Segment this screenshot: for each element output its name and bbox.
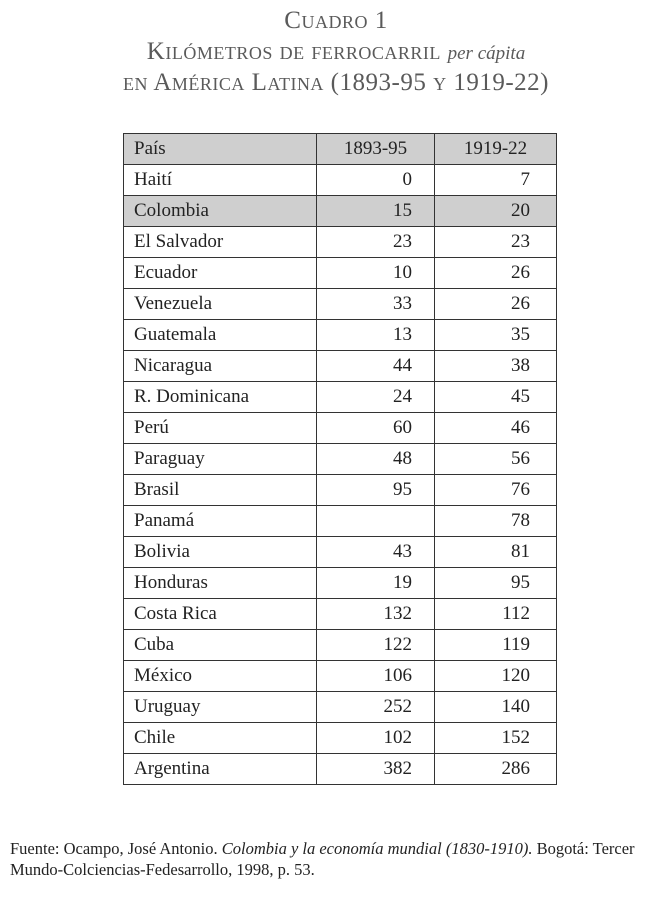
table-row xyxy=(124,165,557,196)
cell-1919-22: 26 xyxy=(435,289,557,320)
table-header-row xyxy=(124,134,557,165)
cell-1893-95: 122 xyxy=(317,630,435,661)
cell-1893-95: 60 xyxy=(317,413,435,444)
table-row xyxy=(124,506,557,537)
cell-country: Brasil xyxy=(124,475,317,506)
table-row xyxy=(124,196,557,227)
table-row xyxy=(124,289,557,320)
cell-country: México xyxy=(124,661,317,692)
cell-1919-22: 120 xyxy=(435,661,557,692)
cell-1919-22: 140 xyxy=(435,692,557,723)
table-caption-subtitle: en América Latina (1893-95 y 1919-22) xyxy=(123,69,549,96)
cell-country: Paraguay xyxy=(124,444,317,475)
cell-1893-95: 252 xyxy=(317,692,435,723)
caption-title-main: Kilómetros de ferrocarril xyxy=(146,38,441,65)
caption-title-italic: per cápita xyxy=(447,43,526,64)
source-suffix: Bogotá: Tercer Mundo-Colciencias-Fedesarrollo, 1998, p. 53. xyxy=(10,839,635,879)
table-row xyxy=(124,723,557,754)
cell-country: Haití xyxy=(124,165,317,196)
cell-1919-22: 112 xyxy=(435,599,557,630)
cell-1893-95: 382 xyxy=(317,754,435,785)
cell-1893-95: 44 xyxy=(317,351,435,382)
cell-1893-95: 33 xyxy=(317,289,435,320)
table-row xyxy=(124,630,557,661)
cell-1893-95: 106 xyxy=(317,661,435,692)
cell-1893-95: 15 xyxy=(317,196,435,227)
cell-1919-22: 119 xyxy=(435,630,557,661)
cell-country: Guatemala xyxy=(124,320,317,351)
cell-1893-95: 48 xyxy=(317,444,435,475)
cell-country: Cuba xyxy=(124,630,317,661)
cell-1919-22: 46 xyxy=(435,413,557,444)
cell-1893-95: 102 xyxy=(317,723,435,754)
table-row xyxy=(124,599,557,630)
source-book-title: Colombia y la economía mundial (1830-1910). xyxy=(221,839,533,858)
table-row xyxy=(124,568,557,599)
cell-1893-95: 23 xyxy=(317,227,435,258)
cell-1919-22: 95 xyxy=(435,568,557,599)
header-1893-95: 1893-95 xyxy=(317,134,435,165)
table-caption-title xyxy=(0,36,672,69)
cell-1919-22: 45 xyxy=(435,382,557,413)
cell-country: Venezuela xyxy=(124,289,317,320)
cell-1919-22: 286 xyxy=(435,754,557,785)
cell-1919-22: 38 xyxy=(435,351,557,382)
cell-country: Colombia xyxy=(124,196,317,227)
table-row xyxy=(124,537,557,568)
cell-1919-22: 7 xyxy=(435,165,557,196)
cell-1893-95: 132 xyxy=(317,599,435,630)
cell-country: Bolivia xyxy=(124,537,317,568)
cell-1919-22: 78 xyxy=(435,506,557,537)
table-row xyxy=(124,413,557,444)
table-row xyxy=(124,475,557,506)
cell-country: Nicaragua xyxy=(124,351,317,382)
cell-1893-95: 0 xyxy=(317,165,435,196)
cell-country: Panamá xyxy=(124,506,317,537)
table-row xyxy=(124,351,557,382)
header-1919-22: 1919-22 xyxy=(435,134,557,165)
table-caption-number: Cuadro 1 xyxy=(284,7,388,34)
cell-country: Costa Rica xyxy=(124,599,317,630)
table-row xyxy=(124,227,557,258)
table-row xyxy=(124,258,557,289)
table-body xyxy=(124,165,557,785)
table-row xyxy=(124,382,557,413)
cell-country: Perú xyxy=(124,413,317,444)
cell-country: El Salvador xyxy=(124,227,317,258)
cell-country: Chile xyxy=(124,723,317,754)
cell-1893-95: 13 xyxy=(317,320,435,351)
cell-1919-22: 35 xyxy=(435,320,557,351)
source-note xyxy=(10,838,665,880)
source-prefix: Fuente: Ocampo, José Antonio. xyxy=(10,839,218,858)
cell-1919-22: 23 xyxy=(435,227,557,258)
cell-1893-95: 10 xyxy=(317,258,435,289)
table-row xyxy=(124,754,557,785)
cell-1919-22: 56 xyxy=(435,444,557,475)
cell-1893-95 xyxy=(317,506,435,537)
cell-1893-95: 43 xyxy=(317,537,435,568)
cell-1919-22: 20 xyxy=(435,196,557,227)
table-row xyxy=(124,661,557,692)
cell-1893-95: 95 xyxy=(317,475,435,506)
cell-1893-95: 19 xyxy=(317,568,435,599)
cell-1919-22: 26 xyxy=(435,258,557,289)
cell-1919-22: 152 xyxy=(435,723,557,754)
cell-country: Honduras xyxy=(124,568,317,599)
cell-1919-22: 81 xyxy=(435,537,557,568)
cell-country: Ecuador xyxy=(124,258,317,289)
table-row xyxy=(124,444,557,475)
cell-1919-22: 76 xyxy=(435,475,557,506)
table-row xyxy=(124,320,557,351)
table-row xyxy=(124,692,557,723)
cell-country: R. Dominicana xyxy=(124,382,317,413)
cell-country: Uruguay xyxy=(124,692,317,723)
cell-1893-95: 24 xyxy=(317,382,435,413)
railway-table xyxy=(123,133,557,785)
header-country: País xyxy=(124,134,317,165)
cell-country: Argentina xyxy=(124,754,317,785)
